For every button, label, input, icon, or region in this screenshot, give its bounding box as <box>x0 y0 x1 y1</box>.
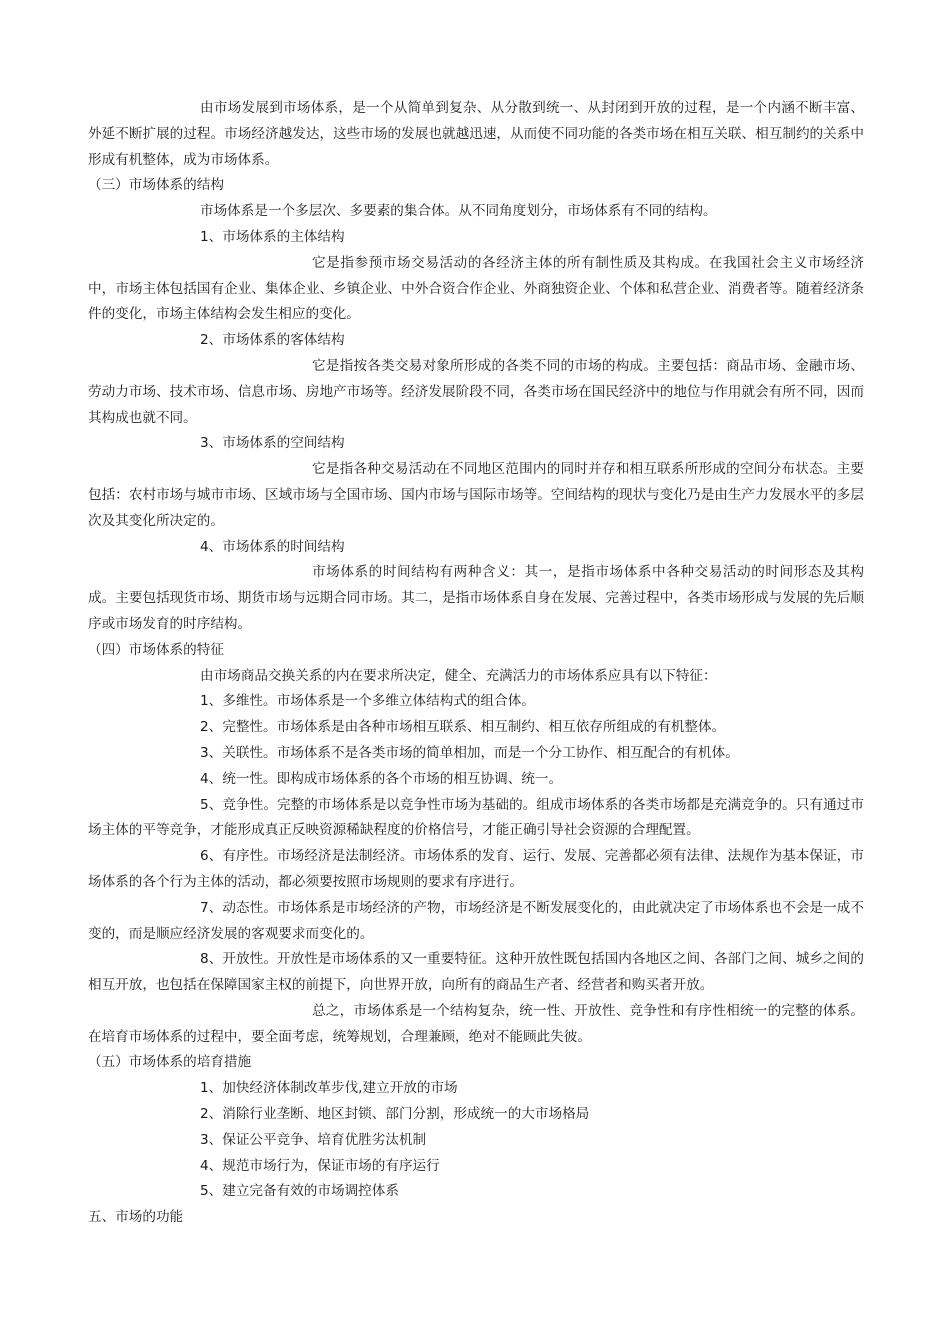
structure-item-body: 市场体系的时间结构有两种含义：其一，是指市场体系中各种交易活动的时间形态及其构成。主要包括现货市场、期货市场与远期合同市场。其二，是指市场体系自身在发展、完善过程中，各类市场形成与发展的先后顺序或市场发育的时序结构。 <box>88 564 864 632</box>
intro-paragraph: 由市场发展到市场体系，是一个从简单到复杂、从分散到统一、从封闭到开放的过程，是一个内涵不断丰富、外延不断扩展的过程。市场经济越发达，这些市场的发展也就越迅速，从而使不同功能的各类市场在相互关联、相互制约的关系中形成有机整体，成为市场体系。 <box>88 100 864 168</box>
feature-item: 2、完整性。市场体系是由各种市场相互联系、相互制约、相互依存所组成的有机整体。 <box>200 719 726 736</box>
section3-lead: 市场体系是一个多层次、多要素的集合体。从不同角度划分，市场体系有不同的结构。 <box>200 203 717 220</box>
feature-item: 4、统一性。即构成市场体系的各个市场的相互协调、统一。 <box>200 770 563 787</box>
feature-item: 6、有序性。市场经济是法制经济。市场体系的发育、运行、发展、完善都必须有法律、法规作为基本保证，市场体系的各个行为主体的活动，都必须要按照市场规则的要求有序进行。 <box>88 848 864 890</box>
feature-item: 8、开放性。开放性是市场体系的又一重要特征。这种开放性既包括国内各地区之间、各部门之间、城乡之间的相互开放，也包括在保障国家主权的前提下，向世界开放，向所有的商品生产者、经营者和购买者开放。 <box>88 951 864 994</box>
feature-item: 3、关联性。市场体系不是各类市场的简单相加，而是一个分工协作、相互配合的有机体。 <box>200 744 739 761</box>
section5-heading: （五）市场体系的培育措施 <box>88 1054 252 1071</box>
measure-item: 1、加快经济体制改革步伐,建立开放的市场 <box>200 1080 458 1097</box>
structure-item-title: 1、市场体系的主体结构 <box>200 228 345 245</box>
feature-item: 7、动态性。市场体系是市场经济的产物，市场经济是不断发展变化的，由此就决定了市场体系也不会是一成不变的，而是顺应经济发展的客观要求而变化的。 <box>88 899 864 942</box>
structure-item-body: 它是指参预市场交易活动的各经济主体的所有制性质及其构成。在我国社会主义市场经济中，市场主体包括国有企业、集体企业、乡镇企业、中外合资合作企业、外商独资企业、个体和私营企业、消费者等。随着经济条件的变化，市场主体结构会发生相应的变化。 <box>88 254 864 323</box>
structure-item-title: 3、市场体系的空间结构 <box>200 435 345 452</box>
structure-item-body: 它是指各种交易活动在不同地区范围内的同时并存和相互联系所形成的空间分布状态。主要包括：农村市场与城市市场、区域市场与全国市场、国内市场与国际市场等。空间结构的现状与变化乃是由生产力发展水平的多层次及其变化所决定的。 <box>88 461 864 529</box>
structure-item-title: 4、市场体系的时间结构 <box>200 538 345 555</box>
measure-item: 3、保证公平竞争、培育优胜劣汰机制 <box>200 1131 427 1148</box>
structure-item-body: 它是指按各类交易对象所形成的各类不同的市场的构成。主要包括：商品市场、金融市场、劳动力市场、技术市场、信息市场、房地产市场等。经济发展阶段不同，各类市场在国民经济中的地位与作用就会有所不同，因而其构成也就不同。 <box>88 357 864 426</box>
section4-heading: （四）市场体系的特征 <box>88 641 224 658</box>
measure-item: 4、规范市场行为，保证市场的有序运行 <box>200 1157 440 1174</box>
section4-lead: 由市场商品交换关系的内在要求所决定，健全、充满活力的市场体系应具有以下特征： <box>200 667 717 684</box>
measure-item: 2、消除行业垄断、地区封锁、部门分割，形成统一的大市场格局 <box>200 1106 590 1123</box>
feature-summary: 总之，市场体系是一个结构复杂，统一性、开放性、竞争性和有序性相统一的完整的体系。在培育市场体系的过程中，要全面考虑，统筹规划，合理兼顾，绝对不能顾此失彼。 <box>88 1002 864 1045</box>
section3-heading: （三）市场体系的结构 <box>88 177 224 194</box>
document-page <box>88 96 864 1231</box>
feature-item: 5、竞争性。完整的市场体系是以竞争性市场为基础的。组成市场体系的各类市场都是充满竞争的。只有通过市场主体的平等竞争，才能形成真正反映资源稀缺程度的价格信号，才能正确引导社会资源的合理配置。 <box>88 796 864 839</box>
measure-item: 5、建立完备有效的市场调控体系 <box>200 1183 399 1200</box>
feature-item: 1、多维性。市场体系是一个多维立体结构式的组合体。 <box>200 693 535 710</box>
next-section-heading: 五、市场的功能 <box>88 1209 184 1226</box>
structure-item-title: 2、市场体系的客体结构 <box>200 332 345 349</box>
